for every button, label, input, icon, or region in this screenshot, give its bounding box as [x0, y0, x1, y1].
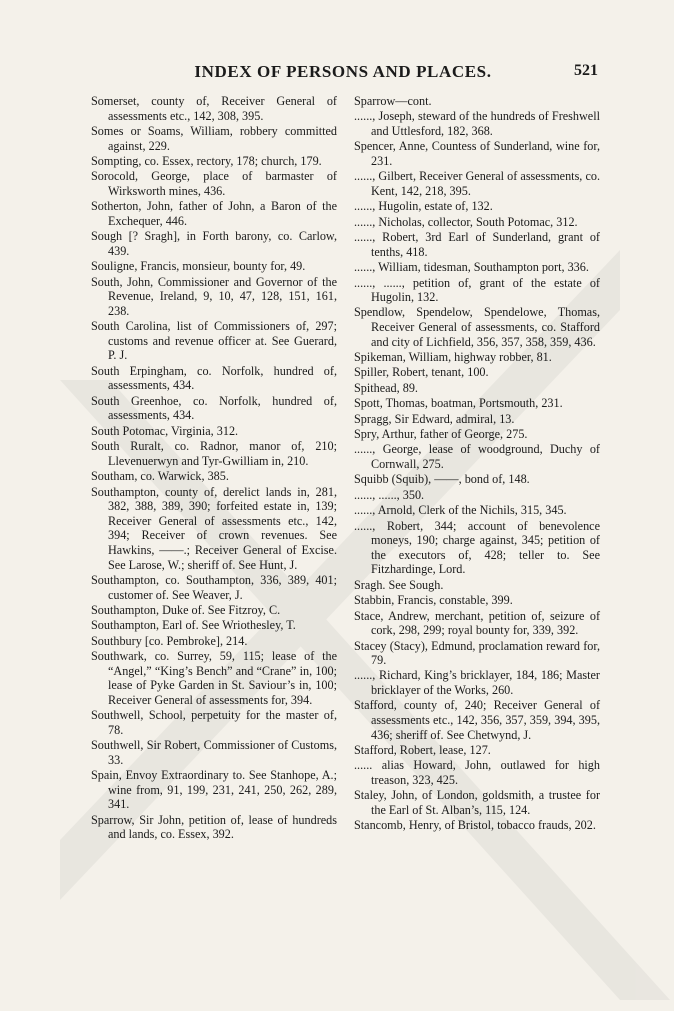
index-entry: Southbury [co. Pembroke], 214. — [91, 633, 248, 648]
index-entry: Southwark, co. Surrey, 59, 115; lease of the “Angel,” “King’s Bench” and “Crane” in, 100; lease of Pyke Garden in St. Saviour’s in, 100; Receiver General of assessments for, 394. — [91, 649, 337, 707]
index-entry: Sotherton, John, father of John, a Baron of the Exchequer, 446. — [91, 199, 337, 228]
index-entry: ......, Gilbert, Receiver General of assessments, co. Kent, 142, 218, 395. — [354, 169, 600, 198]
index-entry: Southwell, School, perpetuity for the master of, 78. — [91, 708, 337, 737]
index-entry: Spragg, Sir Edward, admiral, 13. — [354, 411, 515, 426]
index-entry: ......, George, lease of woodground, Duchy of Cornwall, 275. — [354, 442, 600, 471]
index-entry: Spikeman, William, highway robber, 81. — [354, 350, 552, 365]
index-entry: ......, Robert, 344; account of benevolence moneys, 190; charge against, 345; petition of the executors of, 428; teller to. See Fitzhardinge, Lord. — [354, 518, 600, 577]
index-entry: South Greenhoe, co. Norfolk, hundred of, assessments, 434. — [91, 393, 337, 423]
index-entry: ......, Arnold, Clerk of the Nichils, 315, 345. — [354, 503, 567, 518]
index-entry: Southam, co. Warwick, 385. — [91, 469, 229, 484]
index-entry: Somes or Soams, William, robbery committed against, 229. — [91, 123, 337, 153]
index-entry: Sragh. See Sough. — [354, 577, 444, 592]
index-entry: Stacey (Stacy), Edmund, proclamation reward for, 79. — [354, 638, 600, 668]
index-entry: ......, Hugolin, estate of, 132. — [354, 199, 493, 214]
index-entry: Stafford, Robert, lease, 127. — [354, 743, 491, 758]
index-entry: Sorocold, George, place of barmaster of Wirksworth mines, 436. — [91, 169, 337, 198]
index-entry: ......, Richard, King’s bricklayer, 184, 186; Master bricklayer of the Works, 260. — [354, 668, 600, 698]
index-entry: Spendlow, Spendelow, Spendelowe, Thomas, Receiver General of assessments, co. Stafford and city of Lichfield, 356, 357, 358, 359, 436. — [354, 305, 600, 349]
index-entry: Southwell, Sir Robert, Commissioner of Customs, 33. — [91, 738, 337, 767]
index-entry: South Carolina, list of Commissioners of, 297; customs and revenue officer at. See Guerard, P. J. — [91, 319, 337, 363]
index-entry: Somerset, county of, Receiver General of assessments etc., 142, 308, 395. — [91, 94, 337, 123]
index-entry: South Ruralt, co. Radnor, manor of, 210; Llevenuerwyn and Tyr-Gwilliam in, 210. — [91, 439, 337, 468]
index-entry: ......, William, tidesman, Southampton port, 336. — [354, 260, 589, 275]
index-entry: Stafford, county of, 240; Receiver General of assessments etc., 142, 356, 357, 359, 394, 395, 436; sheriff of. See Chetwynd, J. — [354, 698, 600, 742]
index-entry: ......, ......, 350. — [354, 487, 425, 502]
index-entry: ......, ......, petition of, grant of the estate of Hugolin, 132. — [354, 275, 600, 305]
index-entry: Sough [? Sragh], in Forth barony, co. Carlow, 439. — [91, 229, 337, 258]
index-entry: Southampton, Earl of. See Wriothesley, T. — [91, 618, 296, 633]
index-entry: Sparrow—cont. — [354, 94, 432, 108]
index-entry: Sompting, co. Essex, rectory, 178; church, 179. — [91, 153, 322, 168]
index-entry: ......, Nicholas, collector, South Potomac, 312. — [354, 214, 578, 229]
index-entry: Stabbin, Francis, constable, 399. — [354, 593, 513, 608]
page-number: 521 — [574, 62, 598, 79]
index-entry: Southampton, co. Southampton, 336, 389, 401; customer of. See Weaver, J. — [91, 572, 337, 602]
index-entry: Spiller, Robert, tenant, 100. — [354, 365, 489, 380]
index-entry: Squibb (Squib), ——, bond of, 148. — [354, 472, 530, 487]
index-entry: South Potomac, Virginia, 312. — [91, 423, 239, 438]
index-entry: South Erpingham, co. Norfolk, hundred of, assessments, 434. — [91, 363, 337, 393]
index-entry: Stace, Andrew, merchant, petition of, seizure of cork, 298, 299; royal bounty for, 339, 392. — [354, 608, 600, 638]
index-entry: Sparrow, Sir John, petition of, lease of hundreds and lands, co. Essex, 392. — [91, 812, 337, 842]
page-title: INDEX OF PERSONS AND PLACES. — [194, 62, 492, 81]
index-entry: Southampton, Duke of. See Fitzroy, C. — [91, 602, 281, 617]
index-entry: Spry, Arthur, father of George, 275. — [354, 427, 528, 442]
running-header — [88, 62, 598, 86]
index-entry: Stancomb, Henry, of Bristol, tobacco frauds, 202. — [354, 818, 596, 833]
index-entry: ...... alias Howard, John, outlawed for high treason, 323, 425. — [354, 758, 600, 788]
index-entry: South, John, Commissioner and Governor of the Revenue, Ireland, 9, 10, 47, 128, 151, 161, 238. — [91, 274, 337, 318]
index-entry: Spott, Thomas, boatman, Portsmouth, 231. — [354, 396, 563, 411]
index-entry: Southampton, county of, derelict lands in, 281, 382, 388, 389, 390; forfeited estate in, 139; Receiver General of assessments etc., 142, 394; Receiver of crown revenues. See Hawkins, ——.; Receiver General of Excise. See Larose, W.; sheriff of. See Hunt, J. — [91, 484, 337, 572]
index-entry: ......, Robert, 3rd Earl of Sunderland, grant of tenths, 418. — [354, 230, 600, 259]
index-entry: Spithead, 89. — [354, 380, 418, 395]
index-entry: ......, Joseph, steward of the hundreds of Freshwell and Uttlesford, 182, 368. — [354, 109, 600, 138]
index-entry: Spencer, Anne, Countess of Sunderland, wine for, 231. — [354, 139, 600, 168]
index-entry: Staley, John, of London, goldsmith, a trustee for the Earl of St. Alban’s, 115, 124. — [354, 788, 600, 818]
index-column-right — [354, 94, 600, 834]
index-column-left — [91, 94, 337, 843]
index-entry: Spain, Envoy Extraordinary to. See Stanhope, A.; wine from, 91, 199, 231, 241, 250, 262, 289, 341. — [91, 768, 337, 812]
index-entry: Souligne, Francis, monsieur, bounty for, 49. — [91, 259, 306, 274]
